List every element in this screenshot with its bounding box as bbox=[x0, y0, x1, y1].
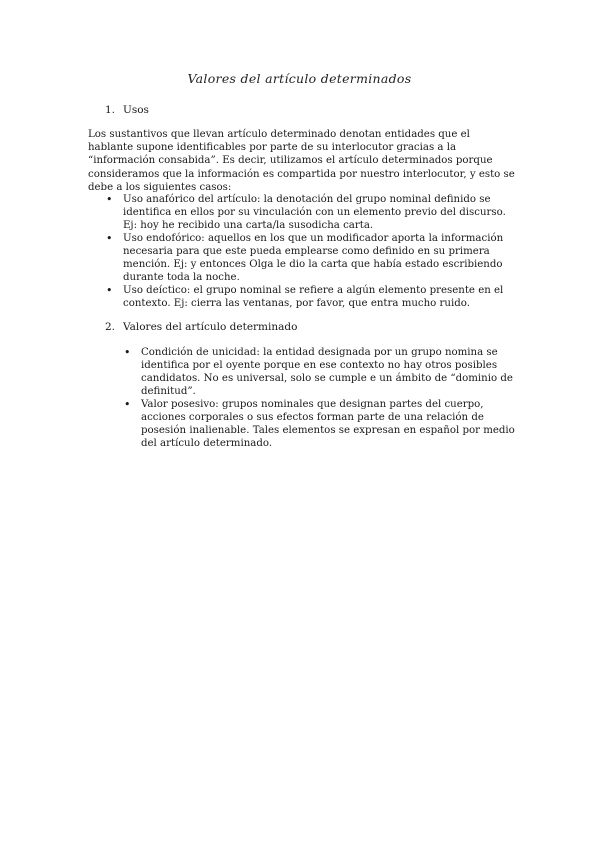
intro-paragraph: Los sustantivos que llevan artículo determinado denotan entidades que el hablante supone identificables por parte de su interlocutor gracias a la “información consabida”. Es decir, utilizamos el artículo determinados porque consideramos que la información es compartida por nuestro interlocutor, y esto se debe a los siguientes casos: bbox=[88, 129, 515, 193]
document-title: Valores del artículo determinados bbox=[187, 71, 412, 86]
list-item: • Uso anafórico del artículo: la denotación del grupo nominal definido se identifica en ellos por su vinculación con un elemento previo del discurso. Ej: hoy he recibido una carta/la susodicha carta. bbox=[105, 193, 517, 232]
section-heading-usos bbox=[105, 104, 149, 117]
list-item: • Condición de unicidad: la entidad designada por un grupo nomina se identifica por el oyente porque en ese contexto no hay otros posibles candidatos. No es universal, solo se cumple e un ámbito de “dominio de definitud”. bbox=[123, 346, 515, 398]
valores-bullet-list bbox=[123, 346, 515, 450]
section-number: 1. bbox=[105, 104, 116, 116]
usos-bullet-list bbox=[105, 193, 517, 310]
list-item: • Valor posesivo: grupos nominales que designan partes del cuerpo, acciones corporales o sus efectos forman parte de una relación de posesión inalienable. Tales elementos se expresan en español por medio del artículo determinado. bbox=[123, 398, 515, 450]
section-heading-text: Valores del artículo determinado bbox=[123, 321, 298, 333]
section-heading-valores bbox=[105, 321, 297, 334]
list-item: • Uso deíctico: el grupo nominal se refiere a algún elemento presente en el contexto. Ej: cierra las ventanas, por favor, que entra mucho ruido. bbox=[105, 284, 517, 310]
section-number: 2. bbox=[105, 321, 116, 333]
list-item: • Uso endofórico: aquellos en los que un modificador aporta la información necesaria para que este pueda emplearse como definido en su primera mención. Ej: y entonces Olga le dio la carta que había estado escribiendo durante toda la noche. bbox=[105, 232, 517, 284]
section-heading-text: Usos bbox=[123, 104, 149, 116]
